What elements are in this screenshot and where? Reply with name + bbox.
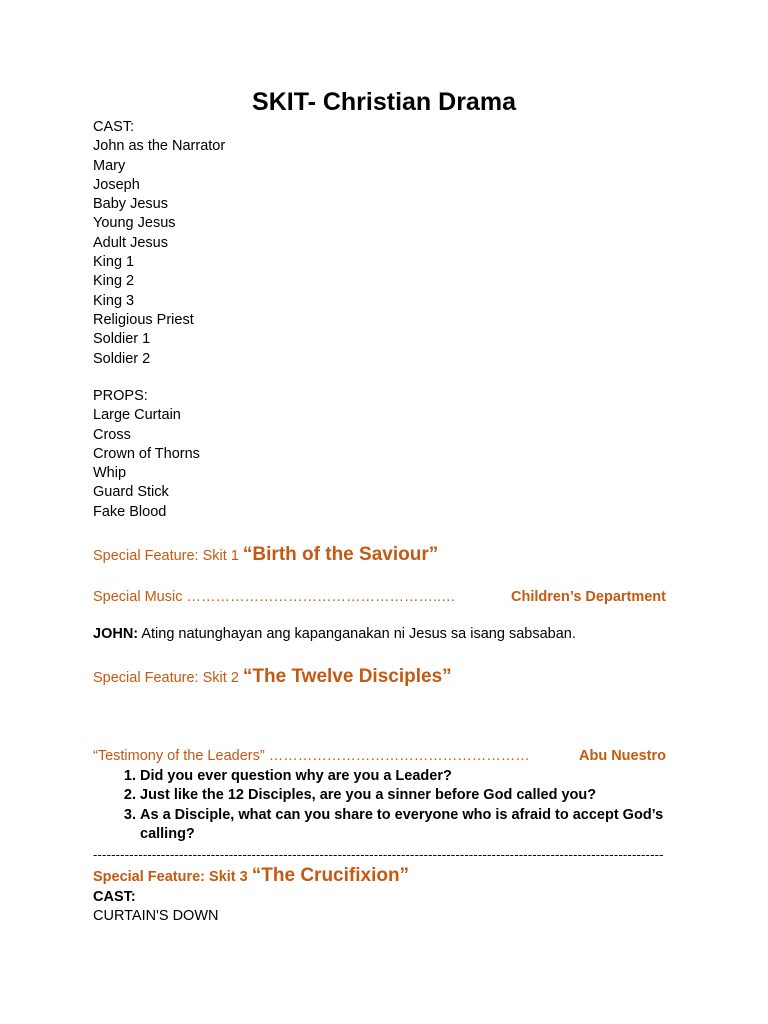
prop-item: Large Curtain [93, 407, 181, 424]
testimony-speaker: Abu Nuestro [579, 748, 666, 764]
skit3-cast-heading: CAST: [93, 889, 136, 905]
skit2-prefix: Special Feature: Skit 2 [93, 670, 243, 686]
cast-member: Joseph [93, 176, 140, 193]
skit3-cast [93, 888, 218, 927]
section-divider: ------------------------------------------------------------------------------------------------------------------------------ [93, 847, 664, 862]
special-music-performer: Children’s Department [511, 589, 666, 605]
cast-member: Mary [93, 157, 126, 174]
testimony-label: “Testimony of the Leaders” ……………………………………………… [93, 748, 530, 764]
page-title: SKIT- Christian Drama [252, 88, 516, 116]
props-section [93, 387, 200, 522]
prop-item: Whip [93, 465, 127, 482]
cast-section [93, 118, 225, 369]
prop-item: Fake Blood [93, 503, 167, 520]
cast-member: Religious Priest [93, 311, 194, 328]
skit1-heading [93, 543, 438, 568]
prop-item: Cross [93, 426, 131, 443]
john-speaker: JOHN: [93, 626, 139, 642]
cast-member: Soldier 2 [93, 350, 151, 367]
skit3-title: “The Crucifixion” [251, 865, 410, 886]
cast-member: King 2 [93, 273, 135, 290]
prop-item: Guard Stick [93, 484, 169, 501]
question-item: 1. Did you ever question why are you a Leader? [140, 767, 668, 786]
john-line [93, 625, 576, 644]
skit1-prefix: Special Feature: Skit 1 [93, 548, 243, 564]
question-item: 3. As a Disciple, what can you share to everyone who is afraid to accept God’s calling? [140, 806, 668, 845]
special-music-label: Special Music ……………………………………………..… [93, 589, 456, 605]
skit1-title: “Birth of the Saviour” [242, 544, 439, 565]
cast-member: Adult Jesus [93, 234, 168, 251]
skit2-heading [93, 665, 452, 690]
question-item: 2. Just like the 12 Disciples, are you a sinner before God called you? [140, 786, 668, 805]
skit3-cast-note: CURTAIN'S DOWN [93, 908, 219, 925]
cast-heading: CAST: [93, 119, 135, 135]
testimony-questions [93, 767, 668, 844]
john-text: Ating natunghayan ang kapanganakan ni Jesus sa isang sabsaban. [138, 626, 576, 642]
skit3-prefix: Special Feature: Skit 3 [93, 869, 252, 885]
special-music-row [93, 588, 666, 607]
skit3-heading [93, 864, 409, 889]
cast-member: Soldier 1 [93, 331, 151, 348]
cast-member: Young Jesus [93, 215, 176, 232]
prop-item: Crown of Thorns [93, 445, 200, 462]
cast-member: Baby Jesus [93, 196, 168, 213]
testimony-row [93, 747, 666, 766]
skit2-title: “The Twelve Disciples” [242, 666, 452, 687]
props-heading: PROPS: [93, 388, 148, 404]
cast-member: King 3 [93, 292, 135, 309]
cast-member: King 1 [93, 254, 135, 271]
cast-member: John as the Narrator [93, 138, 226, 155]
